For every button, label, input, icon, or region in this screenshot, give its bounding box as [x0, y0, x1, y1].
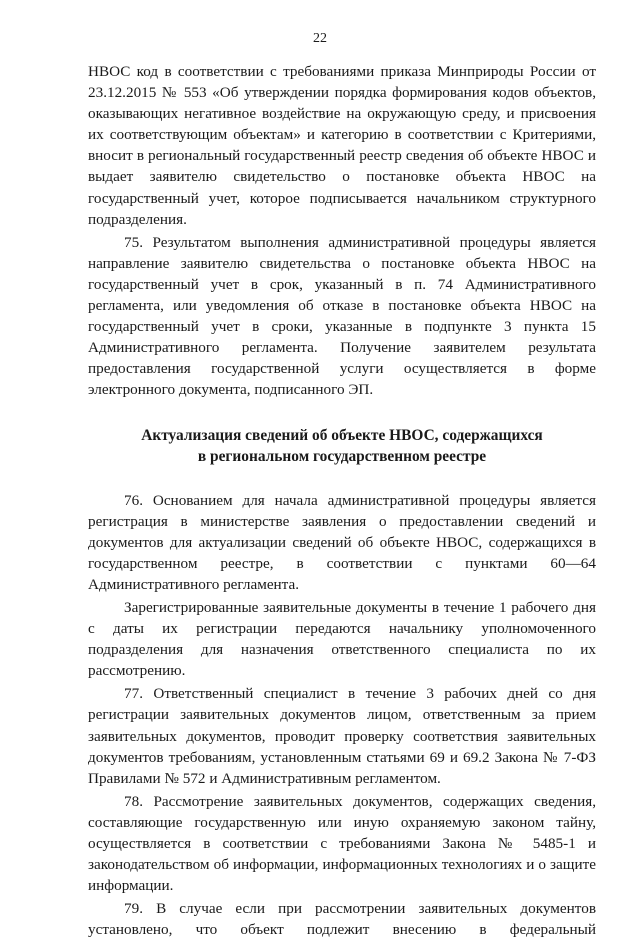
- page-number: 22: [313, 31, 327, 46]
- paragraph-79: 79. В случае если при рассмотрении заявительных документов установлено, что объект подлежит внесению в федеральный: [88, 900, 596, 939]
- paragraph-76: 76. Основанием для начала административной процедуры является регистрация в министерстве заявления о предоставлении сведений и документов для актуализации сведений об объекте НВОС, содержащихся в государственном реестре, в соответствии с пунктами 60—64 Административного регламента.: [88, 491, 596, 593]
- paragraph-77: 77. Ответственный специалист в течение 3 рабочих дней со дня регистрации заявительных документов лицом, ответственным за прием заявительных документов, проводит проверку соответствия заявительных документов требованиям, установленным статьями 69 и 69.2 Закона № 7-ФЗ Правилами № 572 и Административным регламентом.: [88, 685, 596, 787]
- paragraph-75: 75. Результатом выполнения административной процедуры является направление заявителю свидетельства о постановке объекта НВОС на государственный учет в срок, указанный в п. 74 Административного регламента, или уведомления об отказе в постановке объекта НВОС на государственный учет в сроки, указанные в подпункте 3 пункта 15 Административного регламента. Получение заявителем результата предоставления государственной услуги осуществляется в форме электронного документа, подписанного ЭП.: [88, 233, 596, 399]
- paragraph-76-continued: Зарегистрированные заявительные документы в течение 1 рабочего дня с даты их регистрации передаются начальнику уполномоченного подразделения для назначения ответственного специалиста по их рассмотрению.: [88, 598, 596, 680]
- section-heading-line-2: в региональном государственном реестре: [197, 447, 487, 465]
- section-heading-line-1: Актуализация сведений об объекте НВОС, содержащихся: [141, 426, 543, 444]
- paragraph-intro: НВОС код в соответствии с требованиями приказа Минприроды России от 23.12.2015 № 553 «Об утверждении порядка формирования кодов объектов, оказывающих негативное воздействие на окружающую среду, и присвоения их соответствующим объектам» и категорию в соответствии с Критериями, вносит в региональный государственный реестр сведения об объекте НВОС и выдает заявителю свидетельство о постановке объекта НВОС на государственный учет, которое подписывается начальником структурного подразделения.: [88, 63, 596, 228]
- document-body: [88, 61, 596, 940]
- paragraph-78: 78. Рассмотрение заявительных документов, содержащих сведения, составляющие государственную или иную охраняемую законом тайну, осуществляется в соответствии с требованиями Закона № 5485-1 и законодательством об информации, информационных технологиях и о защите информации.: [88, 792, 596, 895]
- section-heading: [88, 425, 596, 467]
